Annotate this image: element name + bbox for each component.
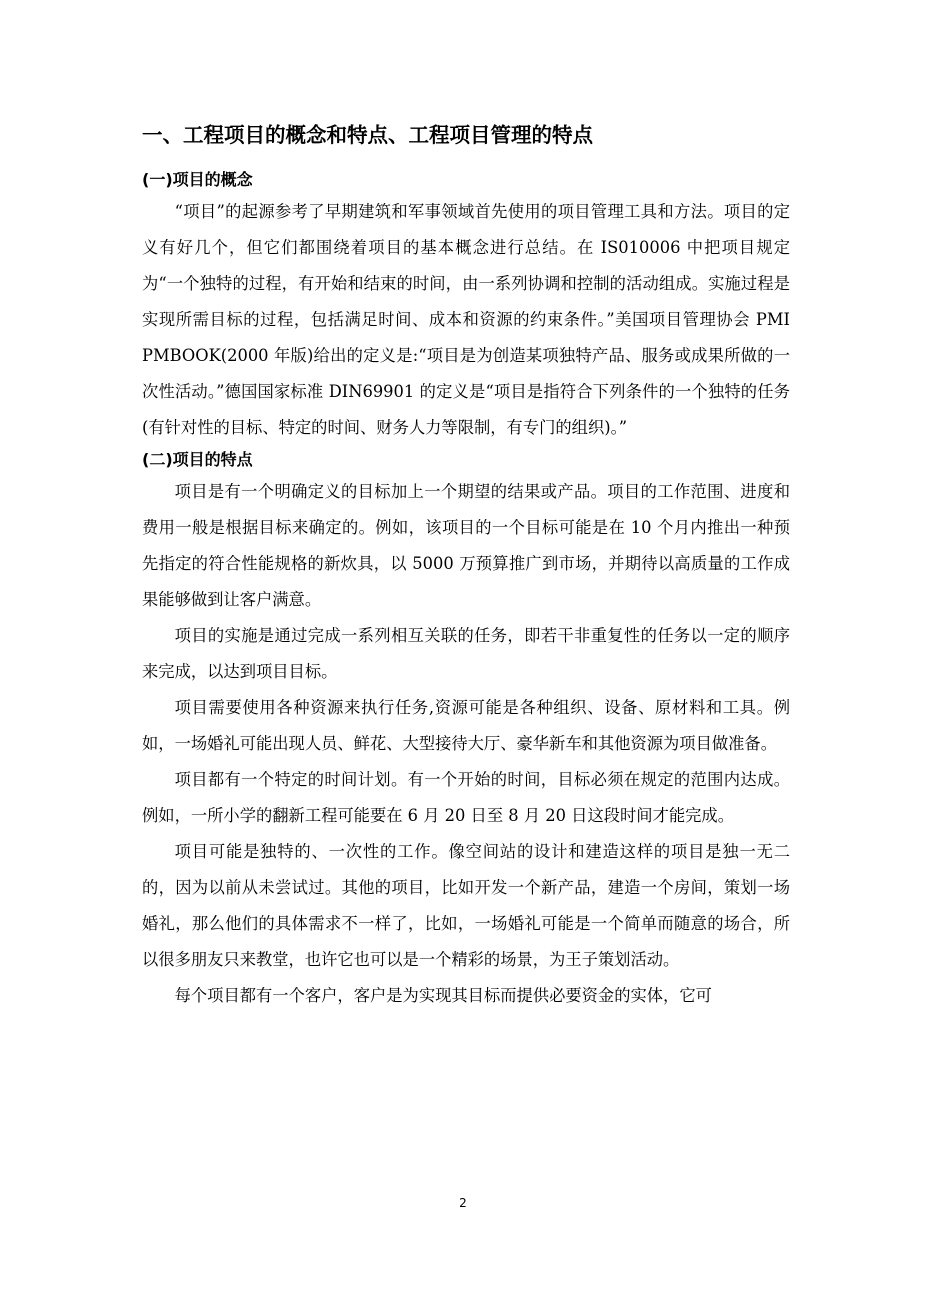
paragraph: 项目的实施是通过完成一系列相互关联的任务，即若干非重复性的任务以一定的顺序来完成，以达到项目目标。 bbox=[142, 626, 790, 681]
page-number: 2 bbox=[459, 1196, 467, 1210]
paragraph: 项目都有一个特定的时间计划。有一个开始的时间，目标必须在规定的范围内达成。例如，一所小学的翻新工程可能要在 6 月 20 日至 8 月 20 日这段时间才能完成。 bbox=[142, 770, 790, 825]
section-heading-features: (二)项目的特点 bbox=[142, 450, 253, 469]
paragraph: 项目需要使用各种资源来执行任务,资源可能是各种组织、设备、原材料和工具。例如，一场婚礼可能出现人员、鲜花、大型接待大厅、豪华新车和其他资源为项目做准备。 bbox=[142, 698, 790, 753]
paragraph: 项目可能是独特的、一次性的工作。像空间站的设计和建造这样的项目是独一无二的，因为以前从未尝试过。其他的项目，比如开发一个新产品，建造一个房间，策划一场婚礼，那么他们的具体需求不一样了，比如，一场婚礼可能是一个简单而随意的场合，所以很多朋友只来教堂，也许它也可以是一个精彩的场景，为王子策划活动。 bbox=[142, 842, 790, 969]
page-title: 一、工程项目的概念和特点、工程项目管理的特点 bbox=[142, 123, 593, 147]
paragraph: 项目是有一个明确定义的目标加上一个期望的结果或产品。项目的工作范围、进度和费用一般是根据目标来确定的。例如，该项目的一个目标可能是在 10 个月内推出一种预先指定的符合性能规格的新炊具，以 5000 万预算推广到市场，并期待以高质量的工作成果能够做到让客户满意。 bbox=[142, 482, 790, 609]
page-content bbox=[142, 118, 790, 1014]
paragraph: 每个项目都有一个客户，客户是为实现其目标而提供必要资金的实体，它可 bbox=[174, 986, 712, 1005]
paragraph: “项目”的起源参考了早期建筑和军事领域首先使用的项目管理工具和方法。项目的定义有好几个，但它们都围绕着项目的基本概念进行总结。在 IS010006 中把项目规定为“一个独特的过程，有开始和结束的时间，由一系列协调和控制的活动组成。实施过程是实现所需目标的过程，包括满足时间、成本和资源的约束条件。”美国项目管理协会 PMI PMBOOK(2000 年版)给出的定义是:“项目是为创造某项独特产品、服务或成果所做的一次性活动。”德国国家标准 DIN69901 的定义是“项目是指符合下列条件的一个独特的任务(有针对性的目标、特定的时间、财务人力等限制，有专门的组织)。” bbox=[142, 202, 790, 437]
section-heading-concept: (一)项目的概念 bbox=[142, 170, 253, 189]
